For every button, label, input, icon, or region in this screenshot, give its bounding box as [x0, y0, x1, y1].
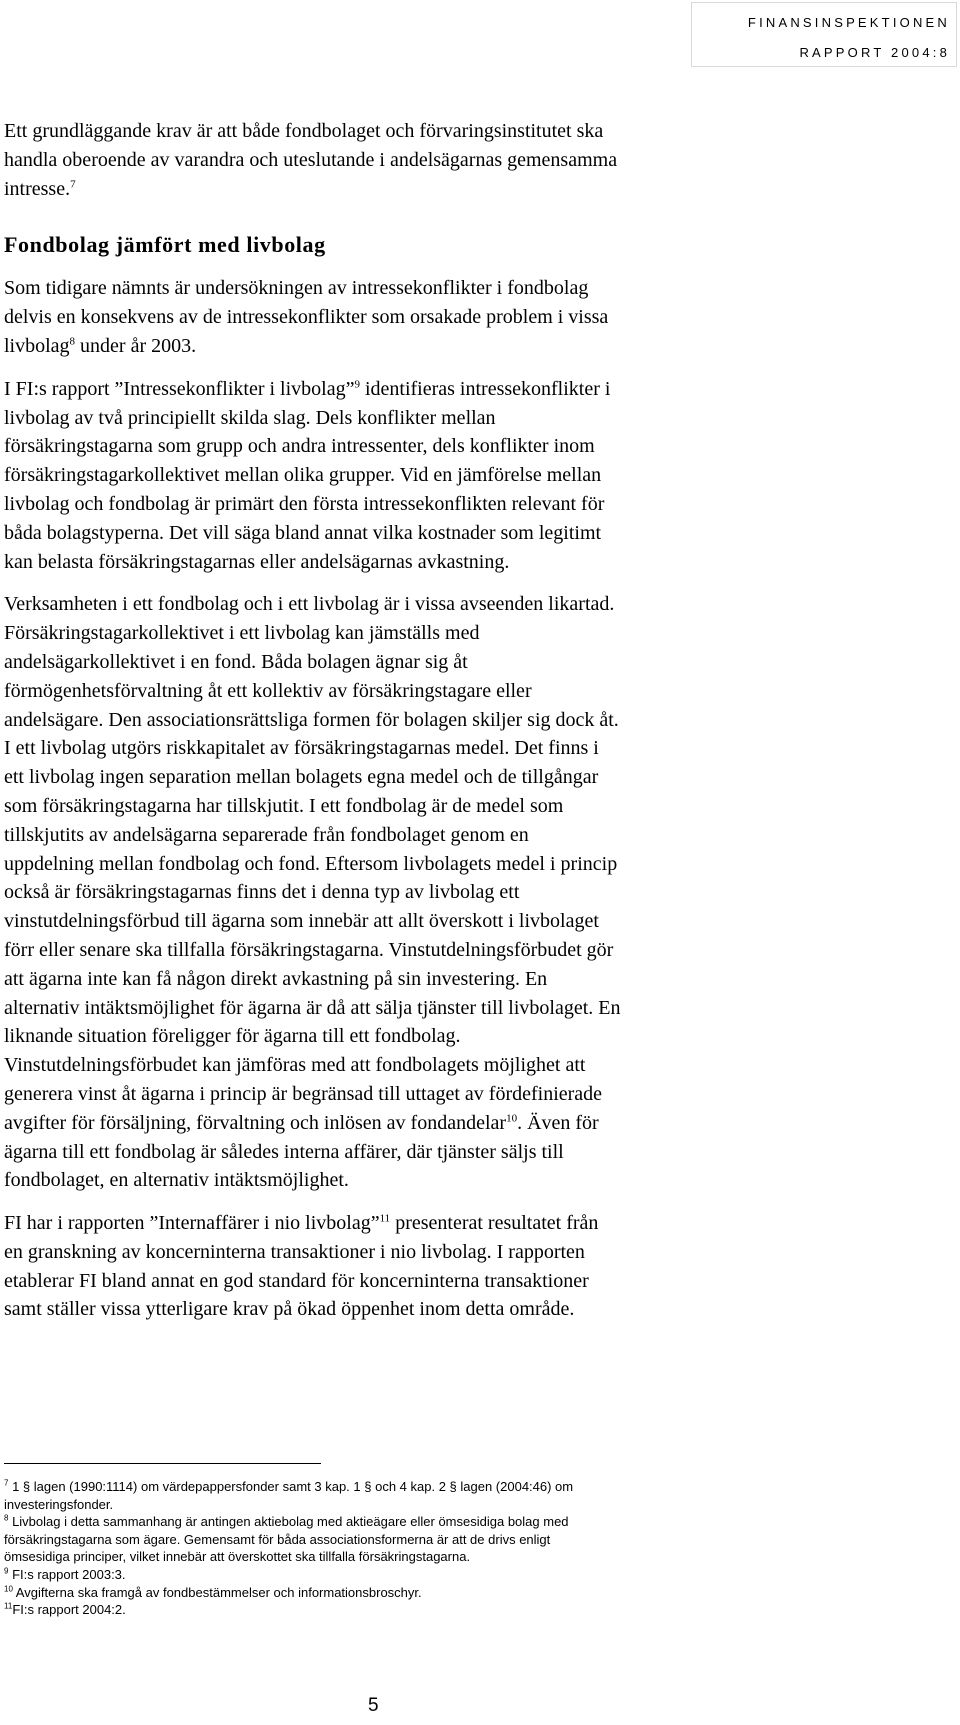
- text-fragment: Avgifterna ska framgå av fondbestämmelser och informationsbroschyr.: [12, 1584, 422, 1600]
- text-line: försäkringstagarna som ägare. Gemensamt för båda associationsformerna är att de drivs enligt: [4, 1531, 551, 1547]
- footnote-9: [4, 1566, 764, 1584]
- text-line: etablerar FI bland annat en god standard för koncerninterna transaktioner: [4, 1269, 589, 1292]
- text-fragment: FI:s rapport 2004:2.: [12, 1602, 126, 1618]
- paragraph-3: [4, 590, 744, 1195]
- text-line: generera vinst åt ägarna i princip är begränsad till uttaget av fördefinierade: [4, 1082, 603, 1105]
- footnote-number: 10: [4, 1584, 13, 1594]
- page-number: 5: [368, 1695, 379, 1716]
- text-line: ägarna till ett fondbolag är således interna affärer, där tjänster säljs till: [4, 1140, 564, 1163]
- text-line: ett livbolag ingen separation mellan bolagets egna medel och de tillgångar: [4, 766, 599, 789]
- footnote-ref-11[interactable]: 11: [379, 1212, 391, 1225]
- text-line: [4, 1109, 744, 1138]
- paragraph-2: [4, 375, 744, 577]
- text-fragment: livbolag: [4, 334, 70, 357]
- text-fragment: Livbolag i detta sammanhang är antingen aktiebolag med aktieägare eller ömsesidiga bolag med: [8, 1514, 569, 1530]
- footnote-ref-10[interactable]: 10: [506, 1112, 518, 1125]
- paragraph-1: [4, 274, 744, 360]
- paragraph-4: [4, 1209, 744, 1324]
- text-line: livbolag av två principiellt skilda slag. Dels konflikter mellan: [4, 406, 496, 429]
- text-line: handla oberoende av varandra och uteslutande i andelsägarnas gemensamma: [4, 148, 618, 171]
- text-line: båda bolagstyperna. Det vill säga bland annat vilka kostnader som legitimt: [4, 521, 602, 544]
- text-line: en granskning av koncerninterna transaktioner i nio livbolag. I rapporten: [4, 1240, 585, 1263]
- text-line: Som tidigare nämnts är undersökningen av intressekonflikter i fondbolag: [4, 277, 589, 300]
- footnote-ref-8[interactable]: 8: [69, 335, 76, 348]
- footnote-ref-9[interactable]: 9: [354, 378, 360, 391]
- footnote-ref-7[interactable]: 7: [70, 177, 76, 190]
- text-line: alternativ intäktsmöjlighet för ägarna är då att sälja tjänster till livbolaget. En: [4, 996, 621, 1019]
- text-line: [4, 1209, 744, 1238]
- footnote-divider: [4, 1463, 321, 1464]
- footnote-number: 8: [4, 1513, 9, 1523]
- text-line: andelsägare. Den associationsrättsliga formen för bolagen skiljer sig dock åt.: [4, 708, 619, 731]
- text-line: I ett livbolag utgörs riskkapitalet av försäkringstagarnas medel. Det finns i: [4, 737, 599, 760]
- footnote-7: [4, 1478, 764, 1513]
- text-line: kan belasta försäkringstagarnas eller andelsägarnas avkastning.: [4, 550, 510, 573]
- text-line: [4, 332, 744, 361]
- text-fragment: I FI:s rapport ”Intressekonflikter i livbolag”: [4, 377, 355, 400]
- main-text: [4, 117, 744, 1324]
- footnote-number: 11: [4, 1601, 13, 1611]
- text-line: [4, 1566, 764, 1584]
- footnote-11: [4, 1601, 764, 1619]
- text-line: delvis en konsekvens av de intressekonflikter som orsakade problem i vissa: [4, 306, 609, 329]
- text-line: försäkringstagarkollektivet mellan olika grupper. Vid en jämförelse mellan: [4, 464, 602, 487]
- text-fragment: FI har i rapporten ”Internaffärer i nio livbolag”: [4, 1212, 380, 1235]
- report-header-box: [691, 2, 957, 67]
- text-line: vinstutdelningsförbud till ägarna som innebär att allt överskott i livbolaget: [4, 910, 599, 933]
- text-fragment: . Även för: [517, 1111, 599, 1134]
- text-line: tillskjutits av andelsägarna separerade från fondbolaget genom en: [4, 823, 529, 846]
- text-line: uppdelning mellan fondbolag och fond. Eftersom livbolagets medel i princip: [4, 852, 618, 875]
- text-line: [4, 1478, 764, 1496]
- text-line: livbolag och fondbolag är primärt den första intressekonflikten relevant för: [4, 492, 605, 515]
- intro-paragraph: [4, 117, 744, 203]
- text-fragment: presenterat resultatet från: [390, 1212, 599, 1235]
- footnote-number: 7: [4, 1478, 9, 1488]
- text-fragment: identifieras intressekonflikter i: [359, 377, 611, 400]
- footnote-number: 9: [4, 1566, 9, 1576]
- footnote-10: [4, 1584, 764, 1602]
- text-line: försäkringstagarna som grupp och andra intressenter, dels konflikter inom: [4, 435, 595, 458]
- text-line: [4, 1584, 764, 1602]
- text-fragment: under år 2003.: [75, 334, 197, 357]
- text-line: [4, 175, 744, 204]
- text-fragment: intresse.: [4, 177, 71, 200]
- text-line: att ägarna inte kan få någon direkt avkastning på sin investering. En: [4, 967, 548, 990]
- section-heading: Fondbolag jämfört med livbolag: [4, 232, 326, 258]
- text-line: samt ställer vissa ytterligare krav på ökad öppenhet inom detta område.: [4, 1298, 575, 1321]
- text-line: ömsesidiga principer, vilket innebär att överskottet ska tillfalla försäkringstagarna.: [4, 1549, 471, 1565]
- text-line: fondbolaget, en alternativ intäktsmöjlighet.: [4, 1169, 349, 1192]
- text-line: Ett grundläggande krav är att både fondbolaget och förvaringsinstitutet ska: [4, 120, 604, 142]
- text-line: förmögenhetsförvaltning åt ett kollektiv av försäkringstagare eller: [4, 679, 532, 702]
- organization-name: FINANSINSPEKTIONEN: [747, 15, 950, 30]
- text-line: Verksamheten i ett fondbolag och i ett livbolag är i vissa avseenden likartad.: [4, 593, 615, 616]
- report-number: RAPPORT 2004:8: [799, 45, 950, 60]
- text-fragment: 1 § lagen (1990:1114) om värdepappersfonder samt 3 kap. 1 § och 4 kap. 2 § lagen (2004:46) om: [8, 1479, 574, 1494]
- text-line: också är försäkringstagarnas finns det i denna typ av livbolag ett: [4, 881, 520, 904]
- text-line: Vinstutdelningsförbudet kan jämföras med att fondbolagets möjlighet att: [4, 1054, 586, 1077]
- text-line: investeringsfonder.: [4, 1496, 114, 1512]
- text-line: [4, 1513, 764, 1531]
- text-line: Försäkringstagarkollektivet i ett livbolag kan jämställs med: [4, 622, 480, 645]
- text-line: förr eller senare ska tillfalla försäkringstagarna. Vinstutdelningsförbudet gör: [4, 938, 614, 961]
- footnote-8: [4, 1513, 764, 1566]
- text-line: [4, 375, 744, 404]
- footnotes: [4, 1478, 764, 1619]
- text-line: [4, 1601, 764, 1619]
- text-line: andelsägarkollektivet i en fond. Båda bolagen ägnar sig åt: [4, 650, 468, 673]
- text-line: som försäkringstagarna har tillskjutit. I ett fondbolag är de medel som: [4, 794, 564, 817]
- text-fragment: FI:s rapport 2003:3.: [8, 1566, 126, 1582]
- text-fragment: avgifter för försäljning, förvaltning och inlösen av fondandelar: [4, 1111, 507, 1134]
- text-line: liknande situation föreligger för ägarna till ett fondbolag.: [4, 1025, 461, 1048]
